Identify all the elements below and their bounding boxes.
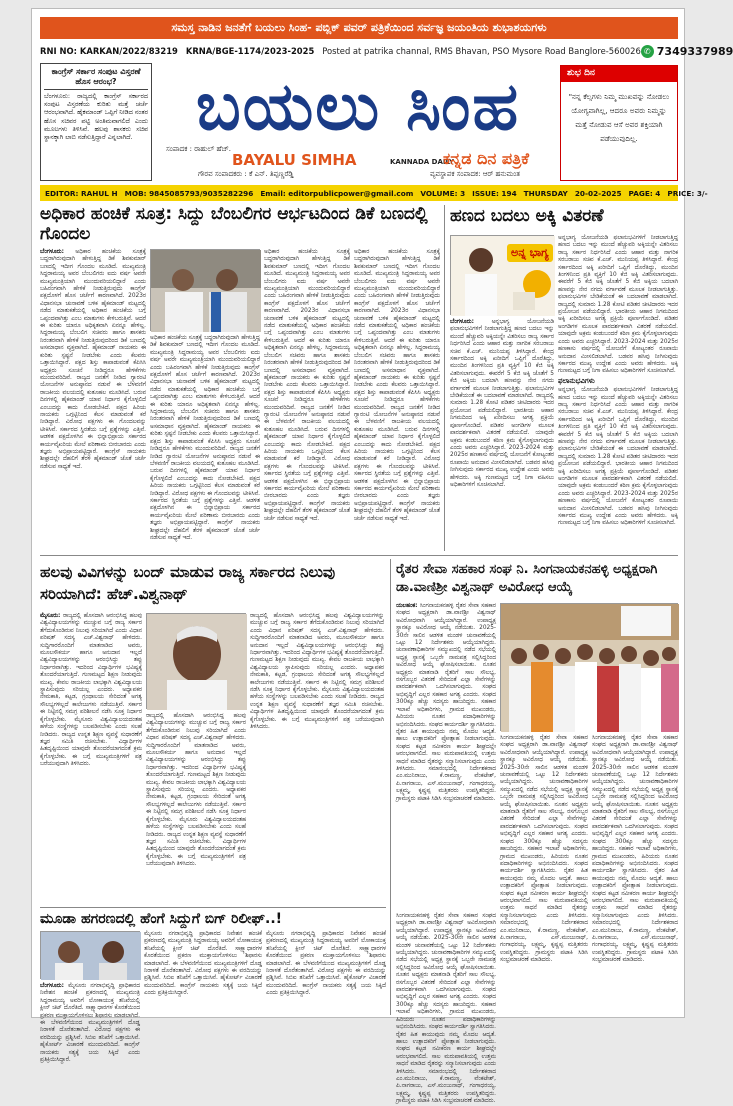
- story4-body: ಮೈಸೂರು ನಗರಾಭಿವೃದ್ಧಿ ಪ್ರಾಧಿಕಾರದ ನಿವೇಶನ ಹಂಚಿಕೆ ಪ್ರಕರಣದಲ್ಲಿ ಮುಖ್ಯಮಂತ್ರಿ ಸಿದ್ದರಾಮಯ್ಯ ಅವರಿಗೆ ಲೋಕಾಯುಕ್ತ ತನಿಖೆಯಲ್ಲಿ ಕ್ಲೀನ್ ಚಿಟ್ ದೊರೆತಿದೆ. ಸಾಕ್ಷ್ಯಾಧಾರಗಳ ಕೊರತೆಯಿಂದ ಪ್ರಕರಣ ಮುಕ್ತಾಯಗೊಳಿಸಲು ಶಿಫಾರಸು ಮಾಡಲಾಗಿದೆ. ಈ ಬೆಳವಣಿಗೆಯಿಂದ ಮುಖ್ಯಮಂತ್ರಿಗಳಿಗೆ ದೊಡ್ಡ ನಿರಾಳತೆ ದೊರೆತಂತಾಗಿದೆ. ವಿರೋಧ ಪಕ್ಷಗಳು ಈ ವರದಿಯನ್ನು ಪ್ರಶ್ನಿಸಿವೆ. ಸಿಬಿಐ ತನಿಖೆಗೆ ಒತ್ತಾಯಿಸಿವೆ. ಹೈಕೋರ್ಟ್ ವಿಚಾರಣೆ ಮುಂದುವರಿದಿದೆ. ಕಾಂಗ್ರೆಸ್ ನಾಯಕರು ಸತ್ಯಕ್ಕೆ ಜಯ ಸಿಕ್ಕಿದೆ ಎಂದು ಪ್ರತಿಕ್ರಿಯಿಸಿದ್ದಾರೆ.: [40, 983, 140, 1064]
- story5-body-cont2: ಸಿಂಗನಾಯಕನಹಳ್ಳಿ ರೈತರ ಸೇವಾ ಸಹಕಾರ ಸಂಘದ ಅಧ್ಯಕ್ಷರಾಗಿ ಡಾ.ವಾಣಿಶ್ರೀ ವಿಶ್ವನಾಥ್ ಅವಿರೋಧವಾಗಿ ಆಯ್ಕೆಯಾಗಿದ್ದಾರೆ. ಉಪಾಧ್ಯಕ್ಷ ಸ್ಥಾನಕ್ಕೂ ಅವಿರೋಧ ಆಯ್ಕೆ ನಡೆಯಿತು. 2025-30ನೇ ಸಾಲಿನ ಆಡಳಿತ ಮಂಡಳಿ ಚುನಾವಣೆಯಲ್ಲಿ ಒಟ್ಟು 12 ನಿರ್ದೇಶಕರು ಆಯ್ಕೆಯಾಗಿದ್ದರು. ಚುನಾವಣಾಧಿಕಾರಿಗಳ ಸಮ್ಮುಖದಲ್ಲಿ ನಡೆದ ಸಭೆಯಲ್ಲಿ ಅಧ್ಯಕ್ಷ ಸ್ಥಾನಕ್ಕೆ ಒಬ್ಬರೇ ನಾಮಪತ್ರ ಸಲ್ಲಿಸಿದ್ದರಿಂದ ಅವಿರೋಧ ಆಯ್ಕೆ ಘೋಷಿಸಲಾಯಿತು. ನೂತನ ಅಧ್ಯಕ್ಷರು ಮಾತನಾಡಿ ರೈತರಿಗೆ ಸಾಲ ಸೌಲಭ್ಯ, ರಸಗೊಬ್ಬರ ವಿತರಣೆ ಸೇರಿದಂತೆ ಎಲ್ಲಾ ಸೇವೆಗಳನ್ನು ಪಾರದರ್ಶಕವಾಗಿ ಒದಗಿಸಲಾಗುವುದು. ಸಂಘದ ಅಭಿವೃದ್ಧಿಗೆ ಎಲ್ಲರ ಸಹಕಾರ ಅಗತ್ಯ ಎಂದರು. ಸಂಘದ 300ಕ್ಕೂ ಹೆಚ್ಚು ಸದಸ್ಯರು ಹಾಜರಿದ್ದರು. ಸಹಕಾರ ಇಲಾಖೆ ಅಧಿಕಾರಿಗಳು, ಗ್ರಾಮದ ಮುಖಂಡರು, ಹಿರಿಯರು ನೂತನ ಪದಾಧಿಕಾರಿಗಳನ್ನು ಅಭಿನಂದಿಸಿದರು. ಸಂಘದ ಕಾರ್ಯದರ್ಶಿ ಸ್ವಾಗತಿಸಿದರು. ರೈತರ ಹಿತ ಕಾಯುವುದು ನಮ್ಮ ಮೊದಲ ಆದ್ಯತೆ. ಹಾಲು ಉತ್ಪಾದಕರಿಗೆ ಪ್ರೋತ್ಸಾಹ ನೀಡಲಾಗುವುದು. ಸಂಘದ ಕಟ್ಟಡ ನವೀಕರಣ ಕಾರ್ಯ ಶೀಘ್ರದಲ್ಲೇ ಆರಂಭವಾಗಲಿದೆ. ಸಾಲ ಮರುಪಾವತಿಯಲ್ಲಿ ಉತ್ತಮ ಸಾಧನೆ ಮಾಡಿದ ರೈತರನ್ನು ಸನ್ಮಾನಿಸಲಾಗುವುದು ಎಂದು ತಿಳಿಸಿದರು. ಸಮಾರಂಭದಲ್ಲಿ ನಿರ್ದೇಶಕರಾದ ಎಂ.ಮುನಿರಾಜು, ಕೆ.ರಾಮಣ್ಣ, ವೆಂಕಟೇಶ್, ಪಿ.ನಾಗರಾಜು, ಎಸ್.ಮಂಜುನಾಥ್, ಗಂಗಾಧರಯ್ಯ, ಲಕ್ಷ್ಮಮ್ಮ, ಕೃಷ್ಣಪ್ಪ ಮತ್ತಿತರರು ಉಪಸ್ಥಿತರಿದ್ದರು. ಗ್ರಾಮಸ್ಥರು ಪಟಾಕಿ ಸಿಡಿಸಿ ಸಂಭ್ರಮಾಚರಣೆ ಮಾಡಿದರು.: [592, 735, 678, 964]
- story1-body-cont3: ಅಧಿಕಾರ ಹಂಚಿಕೆಯ ಸೂತ್ರಕ್ಕೆ ಬದ್ಧರಾಗಿರುವುದಾಗಿ ಹೇಳುತ್ತಿದ್ದ ಡಿಕೆ ಶಿವಕುಮಾರ್ ಬಣದಲ್ಲಿ ಇದೀಗ ಗೊಂದಲ ಮೂಡಿದೆ. ಮುಖ್ಯಮಂತ್ರಿ ಸಿದ್ದರಾಮಯ್ಯ ಅವರ ಬೆಂಬಲಿಗರು ಐದು ವರ್ಷ ಅವರೇ ಮುಖ್ಯಮಂತ್ರಿಯಾಗಿ ಮುಂದುವರಿಯಲಿದ್ದಾರೆ ಎಂದು ಬಹಿರಂಗವಾಗಿ ಹೇಳಿಕೆ ನೀಡುತ್ತಿರುವುದು ಕಾಂಗ್ರೆಸ್ ಪಕ್ಷದೊಳಗೆ ಹೊಸ ಚರ್ಚೆಗೆ ಕಾರಣವಾಗಿದೆ. 2023ರ ವಿಧಾನಸಭಾ ಚುನಾವಣೆ ಬಳಿಕ ಹೈಕಮಾಂಡ್ ಮಟ್ಟದಲ್ಲಿ ನಡೆದ ಮಾತುಕತೆಯಲ್ಲಿ ಅಧಿಕಾರ ಹಂಚಿಕೆಯ ಬಗ್ಗೆ ಒಪ್ಪಂದವಾಗಿತ್ತು ಎಂಬ ಮಾತುಗಳು ಕೇಳಿಬರುತ್ತಿವೆ. ಆದರೆ ಈ ಕುರಿತು ಯಾರೂ ಅಧಿಕೃತವಾಗಿ ಏನನ್ನೂ ಹೇಳಿಲ್ಲ. ಸಿದ್ದರಾಮಯ್ಯ ಬೆಂಬಲಿಗ ಸಚಿವರು ಹಾಗೂ ಶಾಸಕರು ನಿರಂತರವಾಗಿ ಹೇಳಿಕೆ ನೀಡುತ್ತಿರುವುದರಿಂದ ಡಿಕೆ ಬಣದಲ್ಲಿ ಅಸಮಾಧಾನ ವ್ಯಕ್ತವಾಗಿದೆ. ಹೈಕಮಾಂಡ್ ನಾಯಕರು ಈ ಕುರಿತು ಸ್ಪಷ್ಟನೆ ನೀಡಬೇಕು ಎಂದು ಕೆಲವರು ಒತ್ತಾಯಿಸಿದ್ದಾರೆ. ಪಕ್ಷದ ಶಿಸ್ತು ಕಾಪಾಡುವಂತೆ ಕೆಪಿಸಿಸಿ ಅಧ್ಯಕ್ಷರು ಸೂಚನೆ ನೀಡಿದ್ದರೂ ಹೇಳಿಕೆಗಳು ಮುಂದುವರಿದಿವೆ. ರಾಜ್ಯದ ಜನತೆಗೆ ನೀಡಿದ ಗ್ಯಾರಂಟಿ ಯೋಜನೆಗಳ ಅನುಷ್ಠಾನದ ನಡುವೆ ಈ ಬೆಳವಣಿಗೆ ರಾಜಕೀಯ ವಲಯದಲ್ಲಿ ಕುತೂಹಲ ಮೂಡಿಸಿದೆ. ಬರುವ ದಿನಗಳಲ್ಲಿ ಹೈಕಮಾಂಡ್ ಯಾವ ನಿರ್ಧಾರ ಕೈಗೊಳ್ಳಲಿದೆ ಎಂಬುದನ್ನು ಕಾದು ನೋಡಬೇಕಿದೆ. ಪಕ್ಷದ ಹಿರಿಯ ನಾಯಕರು ಒಗ್ಗಟ್ಟಿನಿಂದ ಕೆಲಸ ಮಾಡುವಂತೆ ಕರೆ ನೀಡಿದ್ದಾರೆ. ವಿರೋಧ ಪಕ್ಷಗಳು ಈ ಗೊಂದಲವನ್ನು ಟೀಕಿಸಿವೆ. ಸರ್ಕಾರದ ಸ್ಥಿರತೆಯ ಬಗ್ಗೆ ಪ್ರಶ್ನೆಗಳನ್ನು ಎತ್ತಿವೆ. ಆಡಳಿತ ಪಕ್ಷದೊಳಗಿನ ಈ ಭಿನ್ನಾಭಿಪ್ರಾಯ ಸರ್ಕಾರದ ಕಾರ್ಯವೈಖರಿಯ ಮೇಲೆ ಪರಿಣಾಮ ಬೀರಬಾರದು ಎಂದು ತಜ್ಞರು ಅಭಿಪ್ರಾಯಪಟ್ಟಿದ್ದಾರೆ. ಕಾಂಗ್ರೆಸ್ ನಾಯಕರು ಶೀಘ್ರದಲ್ಲೇ ದೆಹಲಿಗೆ ತೆರಳಿ ಹೈಕಮಾಂಡ್ ಜೊತೆ ಚರ್ಚೆ ನಡೆಸುವ ಸಾಧ್ಯತೆ ಇದೆ.: [354, 249, 440, 522]
- honorary-editor: ಗೌರವ ಸಂಪಾದಕರು : ಕೆ ಎನ್. ತಿಪ್ಪಣ್ಣರೆಡ್ಡಿ: [198, 170, 294, 178]
- story3-body-cont2: ರಾಜ್ಯದಲ್ಲಿ ಹೊಸದಾಗಿ ಆರಂಭಿಸಿದ್ದ ಹಲವು ವಿಶ್ವವಿದ್ಯಾಲಯಗಳನ್ನು ಮುಚ್ಚುವ ಬಗ್ಗೆ ರಾಜ್ಯ ಸರ್ಕಾರ ತೆಗೆದುಕೊಂಡಿರುವ ನಿಲುವು ಸರಿಯಾಗಿದೆ ಎಂದು ವಿಧಾನ ಪರಿಷತ್ ಸದಸ್ಯ ಎಚ್.ವಿಶ್ವನಾಥ್ ಹೇಳಿದರು. ಸುದ್ದಿಗಾರರೊಂದಿಗೆ ಮಾತನಾಡಿದ ಅವರು, ಮೂಲಸೌಕರ್ಯ ಹಾಗೂ ಅನುದಾನ ಇಲ್ಲದೆ ವಿಶ್ವವಿದ್ಯಾಲಯಗಳನ್ನು ಆರಂಭಿಸಿದ್ದು ತಪ್ಪು ನಿರ್ಧಾರವಾಗಿತ್ತು. ಇದರಿಂದ ವಿದ್ಯಾರ್ಥಿಗಳ ಭವಿಷ್ಯಕ್ಕೆ ತೊಂದರೆಯಾಗುತ್ತಿದೆ. ಗುಣಮಟ್ಟದ ಶಿಕ್ಷಣ ನೀಡುವುದು ಮುಖ್ಯ. ಕೇವಲ ರಾಜಕೀಯ ಲಾಭಕ್ಕಾಗಿ ವಿಶ್ವವಿದ್ಯಾಲಯ ಸ್ಥಾಪಿಸುವುದು ಸರಿಯಲ್ಲ ಎಂದರು. ಅಧ್ಯಾಪಕರ ನೇಮಕಾತಿ, ಕಟ್ಟಡ, ಗ್ರಂಥಾಲಯ ಸೇರಿದಂತೆ ಅಗತ್ಯ ಸೌಲಭ್ಯಗಳಿಲ್ಲದೆ ಕಾಲೇಜುಗಳು ನಡೆಯುತ್ತಿವೆ. ಸರ್ಕಾರ ಈ ನಿಟ್ಟಿನಲ್ಲಿ ಸಮಗ್ರ ಪರಿಶೀಲನೆ ನಡೆಸಿ ಸೂಕ್ತ ನಿರ್ಧಾರ ಕೈಗೊಳ್ಳಬೇಕು. ಮೈಸೂರು ವಿಶ್ವವಿದ್ಯಾಲಯದಂತಹ ಹಳೆಯ ಸಂಸ್ಥೆಗಳನ್ನು ಬಲಪಡಿಸಬೇಕು ಎಂದು ಸಲಹೆ ನೀಡಿದರು. ರಾಜ್ಯದ ಉನ್ನತ ಶಿಕ್ಷಣ ವ್ಯವಸ್ಥೆ ಸುಧಾರಣೆಗೆ ತಜ್ಞರ ಸಮಿತಿ ರಚಿಸಬೇಕು. ವಿದ್ಯಾರ್ಥಿಗಳ ಹಿತದೃಷ್ಟಿಯಿಂದ ಯಾವುದೇ ತೊಂದರೆಯಾಗದಂತೆ ಕ್ರಮ ಕೈಗೊಳ್ಳಬೇಕು. ಈ ಬಗ್ಗೆ ಮುಖ್ಯಮಂತ್ರಿಗಳಿಗೆ ಪತ್ರ ಬರೆಯುವುದಾಗಿ ತಿಳಿಸಿದರು.: [250, 613, 384, 731]
- story1-body-cont2: ಅಧಿಕಾರ ಹಂಚಿಕೆಯ ಸೂತ್ರಕ್ಕೆ ಬದ್ಧರಾಗಿರುವುದಾಗಿ ಹೇಳುತ್ತಿದ್ದ ಡಿಕೆ ಶಿವಕುಮಾರ್ ಬಣದಲ್ಲಿ ಇದೀಗ ಗೊಂದಲ ಮೂಡಿದೆ. ಮುಖ್ಯಮಂತ್ರಿ ಸಿದ್ದರಾಮಯ್ಯ ಅವರ ಬೆಂಬಲಿಗರು ಐದು ವರ್ಷ ಅವರೇ ಮುಖ್ಯಮಂತ್ರಿಯಾಗಿ ಮುಂದುವರಿಯಲಿದ್ದಾರೆ ಎಂದು ಬಹಿರಂಗವಾಗಿ ಹೇಳಿಕೆ ನೀಡುತ್ತಿರುವುದು ಕಾಂಗ್ರೆಸ್ ಪಕ್ಷದೊಳಗೆ ಹೊಸ ಚರ್ಚೆಗೆ ಕಾರಣವಾಗಿದೆ. 2023ರ ವಿಧಾನಸಭಾ ಚುನಾವಣೆ ಬಳಿಕ ಹೈಕಮಾಂಡ್ ಮಟ್ಟದಲ್ಲಿ ನಡೆದ ಮಾತುಕತೆಯಲ್ಲಿ ಅಧಿಕಾರ ಹಂಚಿಕೆಯ ಬಗ್ಗೆ ಒಪ್ಪಂದವಾಗಿತ್ತು ಎಂಬ ಮಾತುಗಳು ಕೇಳಿಬರುತ್ತಿವೆ. ಆದರೆ ಈ ಕುರಿತು ಯಾರೂ ಅಧಿಕೃತವಾಗಿ ಏನನ್ನೂ ಹೇಳಿಲ್ಲ. ಸಿದ್ದರಾಮಯ್ಯ ಬೆಂಬಲಿಗ ಸಚಿವರು ಹಾಗೂ ಶಾಸಕರು ನಿರಂತರವಾಗಿ ಹೇಳಿಕೆ ನೀಡುತ್ತಿರುವುದರಿಂದ ಡಿಕೆ ಬಣದಲ್ಲಿ ಅಸಮಾಧಾನ ವ್ಯಕ್ತವಾಗಿದೆ. ಹೈಕಮಾಂಡ್ ನಾಯಕರು ಈ ಕುರಿತು ಸ್ಪಷ್ಟನೆ ನೀಡಬೇಕು ಎಂದು ಕೆಲವರು ಒತ್ತಾಯಿಸಿದ್ದಾರೆ. ಪಕ್ಷದ ಶಿಸ್ತು ಕಾಪಾಡುವಂತೆ ಕೆಪಿಸಿಸಿ ಅಧ್ಯಕ್ಷರು ಸೂಚನೆ ನೀಡಿದ್ದರೂ ಹೇಳಿಕೆಗಳು ಮುಂದುವರಿದಿವೆ. ರಾಜ್ಯದ ಜನತೆಗೆ ನೀಡಿದ ಗ್ಯಾರಂಟಿ ಯೋಜನೆಗಳ ಅನುಷ್ಠಾನದ ನಡುವೆ ಈ ಬೆಳವಣಿಗೆ ರಾಜಕೀಯ ವಲಯದಲ್ಲಿ ಕುತೂಹಲ ಮೂಡಿಸಿದೆ. ಬರುವ ದಿನಗಳಲ್ಲಿ ಹೈಕಮಾಂಡ್ ಯಾವ ನಿರ್ಧಾರ ಕೈಗೊಳ್ಳಲಿದೆ ಎಂಬುದನ್ನು ಕಾದು ನೋಡಬೇಕಿದೆ. ಪಕ್ಷದ ಹಿರಿಯ ನಾಯಕರು ಒಗ್ಗಟ್ಟಿನಿಂದ ಕೆಲಸ ಮಾಡುವಂತೆ ಕರೆ ನೀಡಿದ್ದಾರೆ. ವಿರೋಧ ಪಕ್ಷಗಳು ಈ ಗೊಂದಲವನ್ನು ಟೀಕಿಸಿವೆ. ಸರ್ಕಾರದ ಸ್ಥಿರತೆಯ ಬಗ್ಗೆ ಪ್ರಶ್ನೆಗಳನ್ನು ಎತ್ತಿವೆ. ಆಡಳಿತ ಪಕ್ಷದೊಳಗಿನ ಈ ಭಿನ್ನಾಭಿಪ್ರಾಯ ಸರ್ಕಾರದ ಕಾರ್ಯವೈಖರಿಯ ಮೇಲೆ ಪರಿಣಾಮ ಬೀರಬಾರದು ಎಂದು ತಜ್ಞರು ಅಭಿಪ್ರಾಯಪಟ್ಟಿದ್ದಾರೆ. ಕಾಂಗ್ರೆಸ್ ನಾಯಕರು ಶೀಘ್ರದಲ್ಲೇ ದೆಹಲಿಗೆ ತೆರಳಿ ಹೈಕಮಾಂಡ್ ಜೊತೆ ಚರ್ಚೆ ನಡೆಸುವ ಸಾಧ್ಯತೆ ಇದೆ.: [264, 249, 350, 522]
- story4-col1: [40, 983, 140, 1064]
- column-divider: [444, 205, 445, 551]
- story5-photo: [500, 603, 678, 731]
- whatsapp-icon: ✆: [641, 45, 654, 58]
- info-mobile: MOB: 9845085793/9035282296: [124, 188, 254, 198]
- subha-dina-quote: "ನನ್ನ ಕೆಲ್ಸಗಳು ನಿಮ್ಮ ಮುಖವನ್ನು ನೋಡಲು ಯೋಗ್ಯವಾಗಿಲ್ಲ, ಆದರೂ ಅವರು ನಿಮ್ಮನ್ನು ಮತ್ತೆ ನೋಡುವ ಆಸೆ ಅವರ ಶಕ್ತಿಯಾಗಿ ಪಡೆಯುವುದಿಲ್ಲ.: [568, 92, 670, 143]
- story5-col1: [396, 603, 496, 909]
- story3-col2: [146, 713, 246, 903]
- info-bar: [40, 185, 708, 201]
- story4-col3: [266, 931, 386, 1015]
- story5-body-cont3: ಸಿಂಗನಾಯಕನಹಳ್ಳಿ ರೈತರ ಸೇವಾ ಸಹಕಾರ ಸಂಘದ ಅಧ್ಯಕ್ಷರಾಗಿ ಡಾ.ವಾಣಿಶ್ರೀ ವಿಶ್ವನಾಥ್ ಅವಿರೋಧವಾಗಿ ಆಯ್ಕೆಯಾಗಿದ್ದಾರೆ. ಉಪಾಧ್ಯಕ್ಷ ಸ್ಥಾನಕ್ಕೂ ಅವಿರೋಧ ಆಯ್ಕೆ ನಡೆಯಿತು. 2025-30ನೇ ಸಾಲಿನ ಆಡಳಿತ ಮಂಡಳಿ ಚುನಾವಣೆಯಲ್ಲಿ ಒಟ್ಟು 12 ನಿರ್ದೇಶಕರು ಆಯ್ಕೆಯಾಗಿದ್ದರು. ಚುನಾವಣಾಧಿಕಾರಿಗಳ ಸಮ್ಮುಖದಲ್ಲಿ ನಡೆದ ಸಭೆಯಲ್ಲಿ ಅಧ್ಯಕ್ಷ ಸ್ಥಾನಕ್ಕೆ ಒಬ್ಬರೇ ನಾಮಪತ್ರ ಸಲ್ಲಿಸಿದ್ದರಿಂದ ಅವಿರೋಧ ಆಯ್ಕೆ ಘೋಷಿಸಲಾಯಿತು. ನೂತನ ಅಧ್ಯಕ್ಷರು ಮಾತನಾಡಿ ರೈತರಿಗೆ ಸಾಲ ಸೌಲಭ್ಯ, ರಸಗೊಬ್ಬರ ವಿತರಣೆ ಸೇರಿದಂತೆ ಎಲ್ಲಾ ಸೇವೆಗಳನ್ನು ಪಾರದರ್ಶಕವಾಗಿ ಒದಗಿಸಲಾಗುವುದು. ಸಂಘದ ಅಭಿವೃದ್ಧಿಗೆ ಎಲ್ಲರ ಸಹಕಾರ ಅಗತ್ಯ ಎಂದರು. ಸಂಘದ 300ಕ್ಕೂ ಹೆಚ್ಚು ಸದಸ್ಯರು ಹಾಜರಿದ್ದರು. ಸಹಕಾರ ಇಲಾಖೆ ಅಧಿಕಾರಿಗಳು, ಗ್ರಾಮದ ಮುಖಂಡರು, ಹಿರಿಯರು ನೂತನ ಪದಾಧಿಕಾರಿಗಳನ್ನು ಅಭಿನಂದಿಸಿದರು. ಸಂಘದ ಕಾರ್ಯದರ್ಶಿ ಸ್ವಾಗತಿಸಿದರು. ರೈತರ ಹಿತ ಕಾಯುವುದು ನಮ್ಮ ಮೊದಲ ಆದ್ಯತೆ. ಹಾಲು ಉತ್ಪಾದಕರಿಗೆ ಪ್ರೋತ್ಸಾಹ ನೀಡಲಾಗುವುದು. ಸಂಘದ ಕಟ್ಟಡ ನವೀಕರಣ ಕಾರ್ಯ ಶೀಘ್ರದಲ್ಲೇ ಆರಂಭವಾಗಲಿದೆ. ಸಾಲ ಮರುಪಾವತಿಯಲ್ಲಿ ಉತ್ತಮ ಸಾಧನೆ ಮಾಡಿದ ರೈತರನ್ನು ಸನ್ಮಾನಿಸಲಾಗುವುದು ಎಂದು ತಿಳಿಸಿದರು. ಸಮಾರಂಭದಲ್ಲಿ ನಿರ್ದೇಶಕರಾದ ಎಂ.ಮುನಿರಾಜು, ಕೆ.ರಾಮಣ್ಣ, ವೆಂಕಟೇಶ್, ಪಿ.ನಾಗರಾಜು, ಎಸ್.ಮಂಜುನಾಥ್, ಗಂಗಾಧರಯ್ಯ, ಲಕ್ಷ್ಮಮ್ಮ, ಕೃಷ್ಣಪ್ಪ ಮತ್ತಿತರರು ಉಪಸ್ಥಿತರಿದ್ದರು. ಗ್ರಾಮಸ್ಥರು ಪಟಾಕಿ ಸಿಡಿಸಿ ಸಂಭ್ರಮಾಚರಣೆ ಮಾಡಿದರು.: [396, 913, 496, 1105]
- registration-line: [40, 43, 733, 59]
- story5-body-cont: ಸಿಂಗನಾಯಕನಹಳ್ಳಿ ರೈತರ ಸೇವಾ ಸಹಕಾರ ಸಂಘದ ಅಧ್ಯಕ್ಷರಾಗಿ ಡಾ.ವಾಣಿಶ್ರೀ ವಿಶ್ವನಾಥ್ ಅವಿರೋಧವಾಗಿ ಆಯ್ಕೆಯಾಗಿದ್ದಾರೆ. ಉಪಾಧ್ಯಕ್ಷ ಸ್ಥಾನಕ್ಕೂ ಅವಿರೋಧ ಆಯ್ಕೆ ನಡೆಯಿತು. 2025-30ನೇ ಸಾಲಿನ ಆಡಳಿತ ಮಂಡಳಿ ಚುನಾವಣೆಯಲ್ಲಿ ಒಟ್ಟು 12 ನಿರ್ದೇಶಕರು ಆಯ್ಕೆಯಾಗಿದ್ದರು. ಚುನಾವಣಾಧಿಕಾರಿಗಳ ಸಮ್ಮುಖದಲ್ಲಿ ನಡೆದ ಸಭೆಯಲ್ಲಿ ಅಧ್ಯಕ್ಷ ಸ್ಥಾನಕ್ಕೆ ಒಬ್ಬರೇ ನಾಮಪತ್ರ ಸಲ್ಲಿಸಿದ್ದರಿಂದ ಅವಿರೋಧ ಆಯ್ಕೆ ಘೋಷಿಸಲಾಯಿತು. ನೂತನ ಅಧ್ಯಕ್ಷರು ಮಾತನಾಡಿ ರೈತರಿಗೆ ಸಾಲ ಸೌಲಭ್ಯ, ರಸಗೊಬ್ಬರ ವಿತರಣೆ ಸೇರಿದಂತೆ ಎಲ್ಲಾ ಸೇವೆಗಳನ್ನು ಪಾರದರ್ಶಕವಾಗಿ ಒದಗಿಸಲಾಗುವುದು. ಸಂಘದ ಅಭಿವೃದ್ಧಿಗೆ ಎಲ್ಲರ ಸಹಕಾರ ಅಗತ್ಯ ಎಂದರು. ಸಂಘದ 300ಕ್ಕೂ ಹೆಚ್ಚು ಸದಸ್ಯರು ಹಾಜರಿದ್ದರು. ಸಹಕಾರ ಇಲಾಖೆ ಅಧಿಕಾರಿಗಳು, ಗ್ರಾಮದ ಮುಖಂಡರು, ಹಿರಿಯರು ನೂತನ ಪದಾಧಿಕಾರಿಗಳನ್ನು ಅಭಿನಂದಿಸಿದರು. ಸಂಘದ ಕಾರ್ಯದರ್ಶಿ ಸ್ವಾಗತಿಸಿದರು. ರೈತರ ಹಿತ ಕಾಯುವುದು ನಮ್ಮ ಮೊದಲ ಆದ್ಯತೆ. ಹಾಲು ಉತ್ಪಾದಕರಿಗೆ ಪ್ರೋತ್ಸಾಹ ನೀಡಲಾಗುವುದು. ಸಂಘದ ಕಟ್ಟಡ ನವೀಕರಣ ಕಾರ್ಯ ಶೀಘ್ರದಲ್ಲೇ ಆರಂಭವಾಗಲಿದೆ. ಸಾಲ ಮರುಪಾವತಿಯಲ್ಲಿ ಉತ್ತಮ ಸಾಧನೆ ಮಾಡಿದ ರೈತರನ್ನು ಸನ್ಮಾನಿಸಲಾಗುವುದು ಎಂದು ತಿಳಿಸಿದರು. ಸಮಾರಂಭದಲ್ಲಿ ನಿರ್ದೇಶಕರಾದ ಎಂ.ಮುನಿರಾಜು, ಕೆ.ರಾಮಣ್ಣ, ವೆಂಕಟೇಶ್, ಪಿ.ನಾಗರಾಜು, ಎಸ್.ಮಂಜುನಾಥ್, ಗಂಗಾಧರಯ್ಯ, ಲಕ್ಷ್ಮಮ್ಮ, ಕೃಷ್ಣಪ್ಪ ಮತ್ತಿತರರು ಉಪಸ್ಥಿತರಿದ್ದರು. ಗ್ರಾಮಸ್ಥರು ಪಟಾಕಿ ಸಿಡಿಸಿ ಸಂಭ್ರಮಾಚರಣೆ ಮಾಡಿದರು.: [500, 735, 588, 964]
- info-email: Email: editorpublicpower@gmail.com: [260, 188, 414, 198]
- story5-col1b: [396, 913, 496, 1105]
- story1-photo: [150, 249, 260, 331]
- info-page: PAGE: 4: [628, 188, 661, 198]
- managing-editor: ವ್ಯವಸ್ಥಾಪಕ ಸಂಪಾದಕ: ಆರ್ ಹನುಮಂತ: [430, 170, 520, 178]
- rni-number: RNI NO: KARKAN/2022/83219: [40, 46, 178, 56]
- info-date: 20-02-2025: [574, 188, 622, 198]
- masthead: [158, 61, 558, 183]
- kannada-daily-label: KANNADA DAILY: [390, 158, 454, 166]
- story4-body-cont: ಮೈಸೂರು ನಗರಾಭಿವೃದ್ಧಿ ಪ್ರಾಧಿಕಾರದ ನಿವೇಶನ ಹಂಚಿಕೆ ಪ್ರಕರಣದಲ್ಲಿ ಮುಖ್ಯಮಂತ್ರಿ ಸಿದ್ದರಾಮಯ್ಯ ಅವರಿಗೆ ಲೋಕಾಯುಕ್ತ ತನಿಖೆಯಲ್ಲಿ ಕ್ಲೀನ್ ಚಿಟ್ ದೊರೆತಿದೆ. ಸಾಕ್ಷ್ಯಾಧಾರಗಳ ಕೊರತೆಯಿಂದ ಪ್ರಕರಣ ಮುಕ್ತಾಯಗೊಳಿಸಲು ಶಿಫಾರಸು ಮಾಡಲಾಗಿದೆ. ಈ ಬೆಳವಣಿಗೆಯಿಂದ ಮುಖ್ಯಮಂತ್ರಿಗಳಿಗೆ ದೊಡ್ಡ ನಿರಾಳತೆ ದೊರೆತಂತಾಗಿದೆ. ವಿರೋಧ ಪಕ್ಷಗಳು ಈ ವರದಿಯನ್ನು ಪ್ರಶ್ನಿಸಿವೆ. ಸಿಬಿಐ ತನಿಖೆಗೆ ಒತ್ತಾಯಿಸಿವೆ. ಹೈಕೋರ್ಟ್ ವಿಚಾರಣೆ ಮುಂದುವರಿದಿದೆ. ಕಾಂಗ್ರೆಸ್ ನಾಯಕರು ಸತ್ಯಕ್ಕೆ ಜಯ ಸಿಕ್ಕಿದೆ ಎಂದು ಪ್ರತಿಕ್ರಿಯಿಸಿದ್ದಾರೆ.: [144, 931, 262, 997]
- story1-col3: [264, 249, 350, 551]
- info-editor: EDITOR: RAHUL H: [45, 188, 118, 198]
- story1-col4: [354, 249, 440, 551]
- story2-body: ಅನ್ನಭಾಗ್ಯ ಯೋಜನೆಯಡಿ ಫಲಾನುಭವಿಗಳಿಗೆ ನೀಡಲಾಗುತ್ತಿದ್ದ ಹಣದ ಬದಲು ಇನ್ನು ಮುಂದೆ ಹೆಚ್ಚುವರಿ ಅಕ್ಕಿಯನ್ನೇ ವಿತರಿಸಲು ರಾಜ್ಯ ಸರ್ಕಾರ ನಿರ್ಧರಿಸಿದೆ ಎಂದು ಆಹಾರ ಮತ್ತು ನಾಗರಿಕ ಸರಬರಾಜು ಸಚಿವ ಕೆ.ಎಚ್. ಮುನಿಯಪ್ಪ ತಿಳಿಸಿದ್ದಾರೆ. ಕೇಂದ್ರ ಸರ್ಕಾರದಿಂದ ಅಕ್ಕಿ ಖರೀದಿಗೆ ಒಪ್ಪಿಗೆ ದೊರೆತಿದ್ದು, ಮುಂದಿನ ತಿಂಗಳಿನಿಂದ ಪ್ರತಿ ವ್ಯಕ್ತಿಗೆ 10 ಕೆಜಿ ಅಕ್ಕಿ ವಿತರಿಸಲಾಗುವುದು. ಈವರೆಗೆ 5 ಕೆಜಿ ಅಕ್ಕಿ ಜೊತೆಗೆ 5 ಕೆಜಿ ಅಕ್ಕಿಯ ಬದಲಾಗಿ ಹಣವನ್ನು ನೇರ ನಗದು ವರ್ಗಾವಣೆ ಮೂಲಕ ನೀಡಲಾಗುತ್ತಿತ್ತು. ಫಲಾನುಭವಿಗಳ ಬೇಡಿಕೆಯಂತೆ ಈ ಬದಲಾವಣೆ ಮಾಡಲಾಗಿದೆ. ರಾಜ್ಯದಲ್ಲಿ ಸುಮಾರು 1.28 ಕೋಟಿ ಪಡಿತರ ಚೀಟಿದಾರರು ಇದರ ಪ್ರಯೋಜನ ಪಡೆಯಲಿದ್ದಾರೆ. ಭಾರತೀಯ ಆಹಾರ ನಿಗಮದಿಂದ ಅಕ್ಕಿ ಖರೀದಿಸಲು ಅಗತ್ಯ ಪ್ರಕ್ರಿಯೆ ಪೂರ್ಣಗೊಂಡಿದೆ. ಪಡಿತರ ಅಂಗಡಿಗಳ ಮೂಲಕ ಪಾರದರ್ಶಕವಾಗಿ ವಿತರಣೆ ನಡೆಯಲಿದೆ. ಯಾವುದೇ ಅಕ್ರಮ ಕಂಡುಬಂದರೆ ಕಠಿಣ ಕ್ರಮ ಕೈಗೊಳ್ಳಲಾಗುವುದು ಎಂದು ಅವರು ಎಚ್ಚರಿಸಿದ್ದಾರೆ. 2023-2024 ಮತ್ತು 2025ರ ಹಣಕಾಸು ವರ್ಷದಲ್ಲಿ ಯೋಜನೆಗೆ ಕೋಟ್ಯಂತರ ರೂಪಾಯಿ ಅನುದಾನ ಮೀಸಲಿಡಲಾಗಿದೆ. ಬಡವರ ಹಸಿವು ನೀಗಿಸುವುದು ಸರ್ಕಾರದ ಮುಖ್ಯ ಉದ್ದೇಶ ಎಂದು ಅವರು ಹೇಳಿದರು. ಅಕ್ಕಿ ಗುಣಮಟ್ಟದ ಬಗ್ಗೆ ನಿಗಾ ವಹಿಸಲು ಅಧಿಕಾರಿಗಳಿಗೆ ಸೂಚಿಸಲಾಗಿದೆ.: [450, 319, 554, 488]
- kannada-daily-title: ಕನ್ನಡ ದಿನ ಪತ್ರಿಕೆ: [443, 149, 530, 168]
- story1-dateline: ಬೆಂಗಳೂರು:: [40, 249, 64, 255]
- story5-body: ಸಿಂಗನಾಯಕನಹಳ್ಳಿ ರೈತರ ಸೇವಾ ಸಹಕಾರ ಸಂಘದ ಅಧ್ಯಕ್ಷರಾಗಿ ಡಾ.ವಾಣಿಶ್ರೀ ವಿಶ್ವನಾಥ್ ಅವಿರೋಧವಾಗಿ ಆಯ್ಕೆಯಾಗಿದ್ದಾರೆ. ಉಪಾಧ್ಯಕ್ಷ ಸ್ಥಾನಕ್ಕೂ ಅವಿರೋಧ ಆಯ್ಕೆ ನಡೆಯಿತು. 2025-30ನೇ ಸಾಲಿನ ಆಡಳಿತ ಮಂಡಳಿ ಚುನಾವಣೆಯಲ್ಲಿ ಒಟ್ಟು 12 ನಿರ್ದೇಶಕರು ಆಯ್ಕೆಯಾಗಿದ್ದರು. ಚುನಾವಣಾಧಿಕಾರಿಗಳ ಸಮ್ಮುಖದಲ್ಲಿ ನಡೆದ ಸಭೆಯಲ್ಲಿ ಅಧ್ಯಕ್ಷ ಸ್ಥಾನಕ್ಕೆ ಒಬ್ಬರೇ ನಾಮಪತ್ರ ಸಲ್ಲಿಸಿದ್ದರಿಂದ ಅವಿರೋಧ ಆಯ್ಕೆ ಘೋಷಿಸಲಾಯಿತು. ನೂತನ ಅಧ್ಯಕ್ಷರು ಮಾತನಾಡಿ ರೈತರಿಗೆ ಸಾಲ ಸೌಲಭ್ಯ, ರಸಗೊಬ್ಬರ ವಿತರಣೆ ಸೇರಿದಂತೆ ಎಲ್ಲಾ ಸೇವೆಗಳನ್ನು ಪಾರದರ್ಶಕವಾಗಿ ಒದಗಿಸಲಾಗುವುದು. ಸಂಘದ ಅಭಿವೃದ್ಧಿಗೆ ಎಲ್ಲರ ಸಹಕಾರ ಅಗತ್ಯ ಎಂದರು. ಸಂಘದ 300ಕ್ಕೂ ಹೆಚ್ಚು ಸದಸ್ಯರು ಹಾಜರಿದ್ದರು. ಸಹಕಾರ ಇಲಾಖೆ ಅಧಿಕಾರಿಗಳು, ಗ್ರಾಮದ ಮುಖಂಡರು, ಹಿರಿಯರು ನೂತನ ಪದಾಧಿಕಾರಿಗಳನ್ನು ಅಭಿನಂದಿಸಿದರು. ಸಂಘದ ಕಾರ್ಯದರ್ಶಿ ಸ್ವಾಗತಿಸಿದರು. ರೈತರ ಹಿತ ಕಾಯುವುದು ನಮ್ಮ ಮೊದಲ ಆದ್ಯತೆ. ಹಾಲು ಉತ್ಪಾದಕರಿಗೆ ಪ್ರೋತ್ಸಾಹ ನೀಡಲಾಗುವುದು. ಸಂಘದ ಕಟ್ಟಡ ನವೀಕರಣ ಕಾರ್ಯ ಶೀಘ್ರದಲ್ಲೇ ಆರಂಭವಾಗಲಿದೆ. ಸಾಲ ಮರುಪಾವತಿಯಲ್ಲಿ ಉತ್ತಮ ಸಾಧನೆ ಮಾಡಿದ ರೈತರನ್ನು ಸನ್ಮಾನಿಸಲಾಗುವುದು ಎಂದು ತಿಳಿಸಿದರು. ಸಮಾರಂಭದಲ್ಲಿ ನಿರ್ದೇಶಕರಾದ ಎಂ.ಮುನಿರಾಜು, ಕೆ.ರಾಮಣ್ಣ, ವೆಂಕಟೇಶ್, ಪಿ.ನಾಗರಾಜು, ಎಸ್.ಮಂಜುನಾಥ್, ಗಂಗಾಧರಯ್ಯ, ಲಕ್ಷ್ಮಮ್ಮ, ಕೃಷ್ಣಪ್ಪ ಮತ್ತಿತರರು ಉಪಸ್ಥಿತರಿದ್ದರು. ಗ್ರಾಮಸ್ಥರು ಪಟಾಕಿ ಸಿಡಿಸಿ ಸಂಭ್ರಮಾಚರಣೆ ಮಾಡಿದರು.: [396, 603, 496, 802]
- greeting-strip: ಸಮಸ್ತ ನಾಡಿನ ಜನತೆಗೆ ಬಯಲು ಸಿಂಹ- ಪಬ್ಲಿಕ್ ಪವರ್ ಪತ್ರಿಕೆಯಿಂದ ಸರ್ವಜ್ಞ ಜಯಂತಿಯ ಶುಭಾಶಯಗಳು: [40, 17, 678, 39]
- whatsapp-phone[interactable]: [641, 45, 733, 58]
- story5-col3: [592, 735, 678, 1015]
- section-divider: [40, 555, 678, 556]
- story2-body-cont2: ಅನ್ನಭಾಗ್ಯ ಯೋಜನೆಯಡಿ ಫಲಾನುಭವಿಗಳಿಗೆ ನೀಡಲಾಗುತ್ತಿದ್ದ ಹಣದ ಬದಲು ಇನ್ನು ಮುಂದೆ ಹೆಚ್ಚುವರಿ ಅಕ್ಕಿಯನ್ನೇ ವಿತರಿಸಲು ರಾಜ್ಯ ಸರ್ಕಾರ ನಿರ್ಧರಿಸಿದೆ ಎಂದು ಆಹಾರ ಮತ್ತು ನಾಗರಿಕ ಸರಬರಾಜು ಸಚಿವ ಕೆ.ಎಚ್. ಮುನಿಯಪ್ಪ ತಿಳಿಸಿದ್ದಾರೆ. ಕೇಂದ್ರ ಸರ್ಕಾರದಿಂದ ಅಕ್ಕಿ ಖರೀದಿಗೆ ಒಪ್ಪಿಗೆ ದೊರೆತಿದ್ದು, ಮುಂದಿನ ತಿಂಗಳಿನಿಂದ ಪ್ರತಿ ವ್ಯಕ್ತಿಗೆ 10 ಕೆಜಿ ಅಕ್ಕಿ ವಿತರಿಸಲಾಗುವುದು. ಈವರೆಗೆ 5 ಕೆಜಿ ಅಕ್ಕಿ ಜೊತೆಗೆ 5 ಕೆಜಿ ಅಕ್ಕಿಯ ಬದಲಾಗಿ ಹಣವನ್ನು ನೇರ ನಗದು ವರ್ಗಾವಣೆ ಮೂಲಕ ನೀಡಲಾಗುತ್ತಿತ್ತು. ಫಲಾನುಭವಿಗಳ ಬೇಡಿಕೆಯಂತೆ ಈ ಬದಲಾವಣೆ ಮಾಡಲಾಗಿದೆ. ರಾಜ್ಯದಲ್ಲಿ ಸುಮಾರು 1.28 ಕೋಟಿ ಪಡಿತರ ಚೀಟಿದಾರರು ಇದರ ಪ್ರಯೋಜನ ಪಡೆಯಲಿದ್ದಾರೆ. ಭಾರತೀಯ ಆಹಾರ ನಿಗಮದಿಂದ ಅಕ್ಕಿ ಖರೀದಿಸಲು ಅಗತ್ಯ ಪ್ರಕ್ರಿಯೆ ಪೂರ್ಣಗೊಂಡಿದೆ. ಪಡಿತರ ಅಂಗಡಿಗಳ ಮೂಲಕ ಪಾರದರ್ಶಕವಾಗಿ ವಿತರಣೆ ನಡೆಯಲಿದೆ. ಯಾವುದೇ ಅಕ್ರಮ ಕಂಡುಬಂದರೆ ಕಠಿಣ ಕ್ರಮ ಕೈಗೊಳ್ಳಲಾಗುವುದು ಎಂದು ಅವರು ಎಚ್ಚರಿಸಿದ್ದಾರೆ. 2023-2024 ಮತ್ತು 2025ರ ಹಣಕಾಸು ವರ್ಷದಲ್ಲಿ ಯೋಜನೆಗೆ ಕೋಟ್ಯಂತರ ರೂಪಾಯಿ ಅನುದಾನ ಮೀಸಲಿಡಲಾಗಿದೆ. ಬಡವರ ಹಸಿವು ನೀಗಿಸುವುದು ಸರ್ಕಾರದ ಮುಖ್ಯ ಉದ್ದೇಶ ಎಂದು ಅವರು ಹೇಳಿದರು. ಅಕ್ಕಿ ಗುಣಮಟ್ಟದ ಬಗ್ಗೆ ನಿಗಾ ವಹಿಸಲು ಅಧಿಕಾರಿಗಳಿಗೆ ಸೂಚಿಸಲಾಗಿದೆ.: [558, 387, 678, 527]
- story4-body-cont2: ಮೈಸೂರು ನಗರಾಭಿವೃದ್ಧಿ ಪ್ರಾಧಿಕಾರದ ನಿವೇಶನ ಹಂಚಿಕೆ ಪ್ರಕರಣದಲ್ಲಿ ಮುಖ್ಯಮಂತ್ರಿ ಸಿದ್ದರಾಮಯ್ಯ ಅವರಿಗೆ ಲೋಕಾಯುಕ್ತ ತನಿಖೆಯಲ್ಲಿ ಕ್ಲೀನ್ ಚಿಟ್ ದೊರೆತಿದೆ. ಸಾಕ್ಷ್ಯಾಧಾರಗಳ ಕೊರತೆಯಿಂದ ಪ್ರಕರಣ ಮುಕ್ತಾಯಗೊಳಿಸಲು ಶಿಫಾರಸು ಮಾಡಲಾಗಿದೆ. ಈ ಬೆಳವಣಿಗೆಯಿಂದ ಮುಖ್ಯಮಂತ್ರಿಗಳಿಗೆ ದೊಡ್ಡ ನಿರಾಳತೆ ದೊರೆತಂತಾಗಿದೆ. ವಿರೋಧ ಪಕ್ಷಗಳು ಈ ವರದಿಯನ್ನು ಪ್ರಶ್ನಿಸಿವೆ. ಸಿಬಿಐ ತನಿಖೆಗೆ ಒತ್ತಾಯಿಸಿವೆ. ಹೈಕೋರ್ಟ್ ವಿಚಾರಣೆ ಮುಂದುವರಿದಿದೆ. ಕಾಂಗ್ರೆಸ್ ನಾಯಕರು ಸತ್ಯಕ್ಕೆ ಜಯ ಸಿಕ್ಕಿದೆ ಎಂದು ಪ್ರತಿಕ್ರಿಯಿಸಿದ್ದಾರೆ.: [266, 931, 386, 997]
- info-issue: ISSUE: 194: [472, 188, 517, 198]
- story5-headline: ರೈತರ ಸೇವಾ ಸಹಕಾರ ಸಂಘ ನಿ. ಸಿಂಗನಾಯಕನಹಳ್ಳಿ ಅಧ್ಯಕ್ಷರಾಗಿ ಡಾ.ವಾಣಿಶ್ರೀ ವಿಶ್ವನಾಥ್ ಅವಿರೋಧ ಆಯ್ಕೆ: [396, 562, 658, 595]
- story4-dateline: ಬೆಂಗಳೂರು:: [40, 983, 64, 989]
- subha-dina-heading: ಶುಭ ದಿನ: [561, 66, 677, 82]
- left-box-title: ಕಾಂಗ್ರೆಸ್ ಸರ್ಕಾರ ಸಂಪುಟ ವಿಸ್ತರಣೆ ಹೊಸ ಆರಂಭ?: [44, 67, 148, 90]
- story2-photo: [450, 235, 554, 315]
- story4-col2: [144, 931, 262, 1015]
- story2-dateline: ಬೆಂಗಳೂರು:: [450, 319, 474, 325]
- annabhagya-badge: ಅನ್ನ ಭಾಗ್ಯ: [507, 244, 553, 262]
- info-volume: VOLUME: 3: [420, 188, 466, 198]
- story4-photo: [40, 931, 140, 979]
- story1-col2: [150, 335, 260, 551]
- story3-body-cont: ರಾಜ್ಯದಲ್ಲಿ ಹೊಸದಾಗಿ ಆರಂಭಿಸಿದ್ದ ಹಲವು ವಿಶ್ವವಿದ್ಯಾಲಯಗಳನ್ನು ಮುಚ್ಚುವ ಬಗ್ಗೆ ರಾಜ್ಯ ಸರ್ಕಾರ ತೆಗೆದುಕೊಂಡಿರುವ ನಿಲುವು ಸರಿಯಾಗಿದೆ ಎಂದು ವಿಧಾನ ಪರಿಷತ್ ಸದಸ್ಯ ಎಚ್.ವಿಶ್ವನಾಥ್ ಹೇಳಿದರು. ಸುದ್ದಿಗಾರರೊಂದಿಗೆ ಮಾತನಾಡಿದ ಅವರು, ಮೂಲಸೌಕರ್ಯ ಹಾಗೂ ಅನುದಾನ ಇಲ್ಲದೆ ವಿಶ್ವವಿದ್ಯಾಲಯಗಳನ್ನು ಆರಂಭಿಸಿದ್ದು ತಪ್ಪು ನಿರ್ಧಾರವಾಗಿತ್ತು. ಇದರಿಂದ ವಿದ್ಯಾರ್ಥಿಗಳ ಭವಿಷ್ಯಕ್ಕೆ ತೊಂದರೆಯಾಗುತ್ತಿದೆ. ಗುಣಮಟ್ಟದ ಶಿಕ್ಷಣ ನೀಡುವುದು ಮುಖ್ಯ. ಕೇವಲ ರಾಜಕೀಯ ಲಾಭಕ್ಕಾಗಿ ವಿಶ್ವವಿದ್ಯಾಲಯ ಸ್ಥಾಪಿಸುವುದು ಸರಿಯಲ್ಲ ಎಂದರು. ಅಧ್ಯಾಪಕರ ನೇಮಕಾತಿ, ಕಟ್ಟಡ, ಗ್ರಂಥಾಲಯ ಸೇರಿದಂತೆ ಅಗತ್ಯ ಸೌಲಭ್ಯಗಳಿಲ್ಲದೆ ಕಾಲೇಜುಗಳು ನಡೆಯುತ್ತಿವೆ. ಸರ್ಕಾರ ಈ ನಿಟ್ಟಿನಲ್ಲಿ ಸಮಗ್ರ ಪರಿಶೀಲನೆ ನಡೆಸಿ ಸೂಕ್ತ ನಿರ್ಧಾರ ಕೈಗೊಳ್ಳಬೇಕು. ಮೈಸೂರು ವಿಶ್ವವಿದ್ಯಾಲಯದಂತಹ ಹಳೆಯ ಸಂಸ್ಥೆಗಳನ್ನು ಬಲಪಡಿಸಬೇಕು ಎಂದು ಸಲಹೆ ನೀಡಿದರು. ರಾಜ್ಯದ ಉನ್ನತ ಶಿಕ್ಷಣ ವ್ಯವಸ್ಥೆ ಸುಧಾರಣೆಗೆ ತಜ್ಞರ ಸಮಿತಿ ರಚಿಸಬೇಕು. ವಿದ್ಯಾರ್ಥಿಗಳ ಹಿತದೃಷ್ಟಿಯಿಂದ ಯಾವುದೇ ತೊಂದರೆಯಾಗದಂತೆ ಕ್ರಮ ಕೈಗೊಳ್ಳಬೇಕು. ಈ ಬಗ್ಗೆ ಮುಖ್ಯಮಂತ್ರಿಗಳಿಗೆ ಪತ್ರ ಬರೆಯುವುದಾಗಿ ತಿಳಿಸಿದರು.: [146, 713, 246, 868]
- story3-headline: ಹಲವು ವಿವಿಗಳನ್ನು ಬಂದ್ ಮಾಡುವ ರಾಜ್ಯ ಸರ್ಕಾರದ ನಿಲುವು ಸರಿಯಾಗಿದೆ: ಹೆಚ್.ವಿಶ್ವನಾಥ್: [40, 563, 336, 603]
- column-divider: [390, 559, 391, 1015]
- krna-number: KRNA/BGE-1174/2023-2025: [185, 46, 315, 56]
- story1-headline: ಅಧಿಕಾರ ಹಂಚಿಕೆ ಸೂತ್ರ: ಸಿದ್ದು ಬೆಂಬಲಿಗರ ಆರ್ಭಟದಿಂದ ಡಿಕೆ ಬಣದಲ್ಲಿ ಗೊಂದಲ: [40, 204, 428, 244]
- story2-col1: [450, 319, 554, 551]
- info-price: PRICE: 3/-: [667, 188, 708, 198]
- story4-headline: ಮೂಡಾ ಹಗರಣದಲ್ಲಿ ಹೆಂಗೆ ಸಿದ್ದುಗೆ ಬಿಗ್ ರಿಲೀಫ್..!: [40, 911, 283, 927]
- story1-col1: [40, 249, 146, 551]
- newspaper-logo: ಬಯಲು ಸಿಂಹ: [195, 67, 521, 145]
- subha-dina-box: [560, 65, 678, 181]
- postal-info: Posted at patrika channal, RMS Bhavan, PSO Mysore Road Banglore-560026: [322, 46, 641, 56]
- story1-body-cont: ಅಧಿಕಾರ ಹಂಚಿಕೆಯ ಸೂತ್ರಕ್ಕೆ ಬದ್ಧರಾಗಿರುವುದಾಗಿ ಹೇಳುತ್ತಿದ್ದ ಡಿಕೆ ಶಿವಕುಮಾರ್ ಬಣದಲ್ಲಿ ಇದೀಗ ಗೊಂದಲ ಮೂಡಿದೆ. ಮುಖ್ಯಮಂತ್ರಿ ಸಿದ್ದರಾಮಯ್ಯ ಅವರ ಬೆಂಬಲಿಗರು ಐದು ವರ್ಷ ಅವರೇ ಮುಖ್ಯಮಂತ್ರಿಯಾಗಿ ಮುಂದುವರಿಯಲಿದ್ದಾರೆ ಎಂದು ಬಹಿರಂಗವಾಗಿ ಹೇಳಿಕೆ ನೀಡುತ್ತಿರುವುದು ಕಾಂಗ್ರೆಸ್ ಪಕ್ಷದೊಳಗೆ ಹೊಸ ಚರ್ಚೆಗೆ ಕಾರಣವಾಗಿದೆ. 2023ರ ವಿಧಾನಸಭಾ ಚುನಾವಣೆ ಬಳಿಕ ಹೈಕಮಾಂಡ್ ಮಟ್ಟದಲ್ಲಿ ನಡೆದ ಮಾತುಕತೆಯಲ್ಲಿ ಅಧಿಕಾರ ಹಂಚಿಕೆಯ ಬಗ್ಗೆ ಒಪ್ಪಂದವಾಗಿತ್ತು ಎಂಬ ಮಾತುಗಳು ಕೇಳಿಬರುತ್ತಿವೆ. ಆದರೆ ಈ ಕುರಿತು ಯಾರೂ ಅಧಿಕೃತವಾಗಿ ಏನನ್ನೂ ಹೇಳಿಲ್ಲ. ಸಿದ್ದರಾಮಯ್ಯ ಬೆಂಬಲಿಗ ಸಚಿವರು ಹಾಗೂ ಶಾಸಕರು ನಿರಂತರವಾಗಿ ಹೇಳಿಕೆ ನೀಡುತ್ತಿರುವುದರಿಂದ ಡಿಕೆ ಬಣದಲ್ಲಿ ಅಸಮಾಧಾನ ವ್ಯಕ್ತವಾಗಿದೆ. ಹೈಕಮಾಂಡ್ ನಾಯಕರು ಈ ಕುರಿತು ಸ್ಪಷ್ಟನೆ ನೀಡಬೇಕು ಎಂದು ಕೆಲವರು ಒತ್ತಾಯಿಸಿದ್ದಾರೆ. ಪಕ್ಷದ ಶಿಸ್ತು ಕಾಪಾಡುವಂತೆ ಕೆಪಿಸಿಸಿ ಅಧ್ಯಕ್ಷರು ಸೂಚನೆ ನೀಡಿದ್ದರೂ ಹೇಳಿಕೆಗಳು ಮುಂದುವರಿದಿವೆ. ರಾಜ್ಯದ ಜನತೆಗೆ ನೀಡಿದ ಗ್ಯಾರಂಟಿ ಯೋಜನೆಗಳ ಅನುಷ್ಠಾನದ ನಡುವೆ ಈ ಬೆಳವಣಿಗೆ ರಾಜಕೀಯ ವಲಯದಲ್ಲಿ ಕುತೂಹಲ ಮೂಡಿಸಿದೆ. ಬರುವ ದಿನಗಳಲ್ಲಿ ಹೈಕಮಾಂಡ್ ಯಾವ ನಿರ್ಧಾರ ಕೈಗೊಳ್ಳಲಿದೆ ಎಂಬುದನ್ನು ಕಾದು ನೋಡಬೇಕಿದೆ. ಪಕ್ಷದ ಹಿರಿಯ ನಾಯಕರು ಒಗ್ಗಟ್ಟಿನಿಂದ ಕೆಲಸ ಮಾಡುವಂತೆ ಕರೆ ನೀಡಿದ್ದಾರೆ. ವಿರೋಧ ಪಕ್ಷಗಳು ಈ ಗೊಂದಲವನ್ನು ಟೀಕಿಸಿವೆ. ಸರ್ಕಾರದ ಸ್ಥಿರತೆಯ ಬಗ್ಗೆ ಪ್ರಶ್ನೆಗಳನ್ನು ಎತ್ತಿವೆ. ಆಡಳಿತ ಪಕ್ಷದೊಳಗಿನ ಈ ಭಿನ್ನಾಭಿಪ್ರಾಯ ಸರ್ಕಾರದ ಕಾರ್ಯವೈಖರಿಯ ಮೇಲೆ ಪರಿಣಾಮ ಬೀರಬಾರದು ಎಂದು ತಜ್ಞರು ಅಭಿಪ್ರಾಯಪಟ್ಟಿದ್ದಾರೆ. ಕಾಂಗ್ರೆಸ್ ನಾಯಕರು ಶೀಘ್ರದಲ್ಲೇ ದೆಹಲಿಗೆ ತೆರಳಿ ಹೈಕಮಾಂಡ್ ಜೊತೆ ಚರ್ಚೆ ನಡೆಸುವ ಸಾಧ್ಯತೆ ಇದೆ.: [150, 335, 260, 541]
- left-news-box: [40, 63, 152, 181]
- story3-dateline: ಮೈಸೂರು:: [40, 613, 61, 619]
- english-title: BAYALU SIMHA: [232, 151, 357, 169]
- story3-col3: [250, 613, 384, 903]
- editor-line: ಸಂಪಾದಕ : ರಾಹುಲ್ ಹೆಚ್.: [166, 145, 231, 153]
- story3-col1: [40, 613, 142, 903]
- story3-photo: [146, 613, 246, 709]
- story2-col2: [558, 235, 678, 551]
- info-day: THURSDAY: [523, 188, 568, 198]
- story2-body-cont: ಅನ್ನಭಾಗ್ಯ ಯೋಜನೆಯಡಿ ಫಲಾನುಭವಿಗಳಿಗೆ ನೀಡಲಾಗುತ್ತಿದ್ದ ಹಣದ ಬದಲು ಇನ್ನು ಮುಂದೆ ಹೆಚ್ಚುವರಿ ಅಕ್ಕಿಯನ್ನೇ ವಿತರಿಸಲು ರಾಜ್ಯ ಸರ್ಕಾರ ನಿರ್ಧರಿಸಿದೆ ಎಂದು ಆಹಾರ ಮತ್ತು ನಾಗರಿಕ ಸರಬರಾಜು ಸಚಿವ ಕೆ.ಎಚ್. ಮುನಿಯಪ್ಪ ತಿಳಿಸಿದ್ದಾರೆ. ಕೇಂದ್ರ ಸರ್ಕಾರದಿಂದ ಅಕ್ಕಿ ಖರೀದಿಗೆ ಒಪ್ಪಿಗೆ ದೊರೆತಿದ್ದು, ಮುಂದಿನ ತಿಂಗಳಿನಿಂದ ಪ್ರತಿ ವ್ಯಕ್ತಿಗೆ 10 ಕೆಜಿ ಅಕ್ಕಿ ವಿತರಿಸಲಾಗುವುದು. ಈವರೆಗೆ 5 ಕೆಜಿ ಅಕ್ಕಿ ಜೊತೆಗೆ 5 ಕೆಜಿ ಅಕ್ಕಿಯ ಬದಲಾಗಿ ಹಣವನ್ನು ನೇರ ನಗದು ವರ್ಗಾವಣೆ ಮೂಲಕ ನೀಡಲಾಗುತ್ತಿತ್ತು. ಫಲಾನುಭವಿಗಳ ಬೇಡಿಕೆಯಂತೆ ಈ ಬದಲಾವಣೆ ಮಾಡಲಾಗಿದೆ. ರಾಜ್ಯದಲ್ಲಿ ಸುಮಾರು 1.28 ಕೋಟಿ ಪಡಿತರ ಚೀಟಿದಾರರು ಇದರ ಪ್ರಯೋಜನ ಪಡೆಯಲಿದ್ದಾರೆ. ಭಾರತೀಯ ಆಹಾರ ನಿಗಮದಿಂದ ಅಕ್ಕಿ ಖರೀದಿಸಲು ಅಗತ್ಯ ಪ್ರಕ್ರಿಯೆ ಪೂರ್ಣಗೊಂಡಿದೆ. ಪಡಿತರ ಅಂಗಡಿಗಳ ಮೂಲಕ ಪಾರದರ್ಶಕವಾಗಿ ವಿತರಣೆ ನಡೆಯಲಿದೆ. ಯಾವುದೇ ಅಕ್ರಮ ಕಂಡುಬಂದರೆ ಕಠಿಣ ಕ್ರಮ ಕೈಗೊಳ್ಳಲಾಗುವುದು ಎಂದು ಅವರು ಎಚ್ಚರಿಸಿದ್ದಾರೆ. 2023-2024 ಮತ್ತು 2025ರ ಹಣಕಾಸು ವರ್ಷದಲ್ಲಿ ಯೋಜನೆಗೆ ಕೋಟ್ಯಂತರ ರೂಪಾಯಿ ಅನುದಾನ ಮೀಸಲಿಡಲಾಗಿದೆ. ಬಡವರ ಹಸಿವು ನೀಗಿಸುವುದು ಸರ್ಕಾರದ ಮುಖ್ಯ ಉದ್ದೇಶ ಎಂದು ಅವರು ಹೇಳಿದರು. ಅಕ್ಕಿ ಗುಣಮಟ್ಟದ ಬಗ್ಗೆ ನಿಗಾ ವಹಿಸಲು ಅಧಿಕಾರಿಗಳಿಗೆ ಸೂಚಿಸಲಾಗಿದೆ.: [558, 235, 678, 375]
- section-divider: [40, 907, 386, 908]
- story1-body: ಅಧಿಕಾರ ಹಂಚಿಕೆಯ ಸೂತ್ರಕ್ಕೆ ಬದ್ಧರಾಗಿರುವುದಾಗಿ ಹೇಳುತ್ತಿದ್ದ ಡಿಕೆ ಶಿವಕುಮಾರ್ ಬಣದಲ್ಲಿ ಇದೀಗ ಗೊಂದಲ ಮೂಡಿದೆ. ಮುಖ್ಯಮಂತ್ರಿ ಸಿದ್ದರಾಮಯ್ಯ ಅವರ ಬೆಂಬಲಿಗರು ಐದು ವರ್ಷ ಅವರೇ ಮುಖ್ಯಮಂತ್ರಿಯಾಗಿ ಮುಂದುವರಿಯಲಿದ್ದಾರೆ ಎಂದು ಬಹಿರಂಗವಾಗಿ ಹೇಳಿಕೆ ನೀಡುತ್ತಿರುವುದು ಕಾಂಗ್ರೆಸ್ ಪಕ್ಷದೊಳಗೆ ಹೊಸ ಚರ್ಚೆಗೆ ಕಾರಣವಾಗಿದೆ. 2023ರ ವಿಧಾನಸಭಾ ಚುನಾವಣೆ ಬಳಿಕ ಹೈಕಮಾಂಡ್ ಮಟ್ಟದಲ್ಲಿ ನಡೆದ ಮಾತುಕತೆಯಲ್ಲಿ ಅಧಿಕಾರ ಹಂಚಿಕೆಯ ಬಗ್ಗೆ ಒಪ್ಪಂದವಾಗಿತ್ತು ಎಂಬ ಮಾತುಗಳು ಕೇಳಿಬರುತ್ತಿವೆ. ಆದರೆ ಈ ಕುರಿತು ಯಾರೂ ಅಧಿಕೃತವಾಗಿ ಏನನ್ನೂ ಹೇಳಿಲ್ಲ. ಸಿದ್ದರಾಮಯ್ಯ ಬೆಂಬಲಿಗ ಸಚಿವರು ಹಾಗೂ ಶಾಸಕರು ನಿರಂತರವಾಗಿ ಹೇಳಿಕೆ ನೀಡುತ್ತಿರುವುದರಿಂದ ಡಿಕೆ ಬಣದಲ್ಲಿ ಅಸಮಾಧಾನ ವ್ಯಕ್ತವಾಗಿದೆ. ಹೈಕಮಾಂಡ್ ನಾಯಕರು ಈ ಕುರಿತು ಸ್ಪಷ್ಟನೆ ನೀಡಬೇಕು ಎಂದು ಕೆಲವರು ಒತ್ತಾಯಿಸಿದ್ದಾರೆ. ಪಕ್ಷದ ಶಿಸ್ತು ಕಾಪಾಡುವಂತೆ ಕೆಪಿಸಿಸಿ ಅಧ್ಯಕ್ಷರು ಸೂಚನೆ ನೀಡಿದ್ದರೂ ಹೇಳಿಕೆಗಳು ಮುಂದುವರಿದಿವೆ. ರಾಜ್ಯದ ಜನತೆಗೆ ನೀಡಿದ ಗ್ಯಾರಂಟಿ ಯೋಜನೆಗಳ ಅನುಷ್ಠಾನದ ನಡುವೆ ಈ ಬೆಳವಣಿಗೆ ರಾಜಕೀಯ ವಲಯದಲ್ಲಿ ಕುತೂಹಲ ಮೂಡಿಸಿದೆ. ಬರುವ ದಿನಗಳಲ್ಲಿ ಹೈಕಮಾಂಡ್ ಯಾವ ನಿರ್ಧಾರ ಕೈಗೊಳ್ಳಲಿದೆ ಎಂಬುದನ್ನು ಕಾದು ನೋಡಬೇಕಿದೆ. ಪಕ್ಷದ ಹಿರಿಯ ನಾಯಕರು ಒಗ್ಗಟ್ಟಿನಿಂದ ಕೆಲಸ ಮಾಡುವಂತೆ ಕರೆ ನೀಡಿದ್ದಾರೆ. ವಿರೋಧ ಪಕ್ಷಗಳು ಈ ಗೊಂದಲವನ್ನು ಟೀಕಿಸಿವೆ. ಸರ್ಕಾರದ ಸ್ಥಿರತೆಯ ಬಗ್ಗೆ ಪ್ರಶ್ನೆಗಳನ್ನು ಎತ್ತಿವೆ. ಆಡಳಿತ ಪಕ್ಷದೊಳಗಿನ ಈ ಭಿನ್ನಾಭಿಪ್ರಾಯ ಸರ್ಕಾರದ ಕಾರ್ಯವೈಖರಿಯ ಮೇಲೆ ಪರಿಣಾಮ ಬೀರಬಾರದು ಎಂದು ತಜ್ಞರು ಅಭಿಪ್ರಾಯಪಟ್ಟಿದ್ದಾರೆ. ಕಾಂಗ್ರೆಸ್ ನಾಯಕರು ಶೀಘ್ರದಲ್ಲೇ ದೆಹಲಿಗೆ ತೆರಳಿ ಹೈಕಮಾಂಡ್ ಜೊತೆ ಚರ್ಚೆ ನಡೆಸುವ ಸಾಧ್ಯತೆ ಇದೆ.: [40, 249, 146, 470]
- story5-dateline: ಯಲಹಂಕ:: [396, 603, 418, 609]
- story3-body: ರಾಜ್ಯದಲ್ಲಿ ಹೊಸದಾಗಿ ಆರಂಭಿಸಿದ್ದ ಹಲವು ವಿಶ್ವವಿದ್ಯಾಲಯಗಳನ್ನು ಮುಚ್ಚುವ ಬಗ್ಗೆ ರಾಜ್ಯ ಸರ್ಕಾರ ತೆಗೆದುಕೊಂಡಿರುವ ನಿಲುವು ಸರಿಯಾಗಿದೆ ಎಂದು ವಿಧಾನ ಪರಿಷತ್ ಸದಸ್ಯ ಎಚ್.ವಿಶ್ವನಾಥ್ ಹೇಳಿದರು. ಸುದ್ದಿಗಾರರೊಂದಿಗೆ ಮಾತನಾಡಿದ ಅವರು, ಮೂಲಸೌಕರ್ಯ ಹಾಗೂ ಅನುದಾನ ಇಲ್ಲದೆ ವಿಶ್ವವಿದ್ಯಾಲಯಗಳನ್ನು ಆರಂಭಿಸಿದ್ದು ತಪ್ಪು ನಿರ್ಧಾರವಾಗಿತ್ತು. ಇದರಿಂದ ವಿದ್ಯಾರ್ಥಿಗಳ ಭವಿಷ್ಯಕ್ಕೆ ತೊಂದರೆಯಾಗುತ್ತಿದೆ. ಗುಣಮಟ್ಟದ ಶಿಕ್ಷಣ ನೀಡುವುದು ಮುಖ್ಯ. ಕೇವಲ ರಾಜಕೀಯ ಲಾಭಕ್ಕಾಗಿ ವಿಶ್ವವಿದ್ಯಾಲಯ ಸ್ಥಾಪಿಸುವುದು ಸರಿಯಲ್ಲ ಎಂದರು. ಅಧ್ಯಾಪಕರ ನೇಮಕಾತಿ, ಕಟ್ಟಡ, ಗ್ರಂಥಾಲಯ ಸೇರಿದಂತೆ ಅಗತ್ಯ ಸೌಲಭ್ಯಗಳಿಲ್ಲದೆ ಕಾಲೇಜುಗಳು ನಡೆಯುತ್ತಿವೆ. ಸರ್ಕಾರ ಈ ನಿಟ್ಟಿನಲ್ಲಿ ಸಮಗ್ರ ಪರಿಶೀಲನೆ ನಡೆಸಿ ಸೂಕ್ತ ನಿರ್ಧಾರ ಕೈಗೊಳ್ಳಬೇಕು. ಮೈಸೂರು ವಿಶ್ವವಿದ್ಯಾಲಯದಂತಹ ಹಳೆಯ ಸಂಸ್ಥೆಗಳನ್ನು ಬಲಪಡಿಸಬೇಕು ಎಂದು ಸಲಹೆ ನೀಡಿದರು. ರಾಜ್ಯದ ಉನ್ನತ ಶಿಕ್ಷಣ ವ್ಯವಸ್ಥೆ ಸುಧಾರಣೆಗೆ ತಜ್ಞರ ಸಮಿತಿ ರಚಿಸಬೇಕು. ವಿದ್ಯಾರ್ಥಿಗಳ ಹಿತದೃಷ್ಟಿಯಿಂದ ಯಾವುದೇ ತೊಂದರೆಯಾಗದಂತೆ ಕ್ರಮ ಕೈಗೊಳ್ಳಬೇಕು. ಈ ಬಗ್ಗೆ ಮುಖ್ಯಮಂತ್ರಿಗಳಿಗೆ ಪತ್ರ ಬರೆಯುವುದಾಗಿ ತಿಳಿಸಿದರು.: [40, 613, 143, 768]
- story2-headline: ಹಣದ ಬದಲು ಅಕ್ಕಿ ವಿತರಣೆ: [450, 206, 604, 226]
- story2-subhead: ಫಲಾನುಭವಿಗಳು: [558, 376, 595, 385]
- story5-col2: [500, 735, 588, 1015]
- phone-number: 7349337989: [656, 44, 733, 58]
- left-box-body: ಬೆಂಗಳೂರು: ರಾಜ್ಯದಲ್ಲಿ ಕಾಂಗ್ರೆಸ್ ಸರ್ಕಾರದ ಸಂಪುಟ ವಿಸ್ತರಣೆಯ ಕುರಿತು ಮತ್ತೆ ಚರ್ಚೆ ಆರಂಭವಾಗಿದೆ. ಹೈಕಮಾಂಡ್ ಒಪ್ಪಿಗೆ ನೀಡಿದ ನಂತರ ಹೊಸ ಸಚಿವರ ಪಟ್ಟಿ ಅಂತಿಮವಾಗಲಿದೆ ಎಂದು ಮೂಲಗಳು ತಿಳಿಸಿವೆ. ಹಲವು ಶಾಸಕರು ಸಚಿವ ಸ್ಥಾನಕ್ಕಾಗಿ ಲಾಬಿ ನಡೆಸುತ್ತಿದ್ದಾರೆ ಎನ್ನಲಾಗಿದೆ.: [44, 92, 149, 142]
- newspaper-page: [31, 8, 733, 1105]
